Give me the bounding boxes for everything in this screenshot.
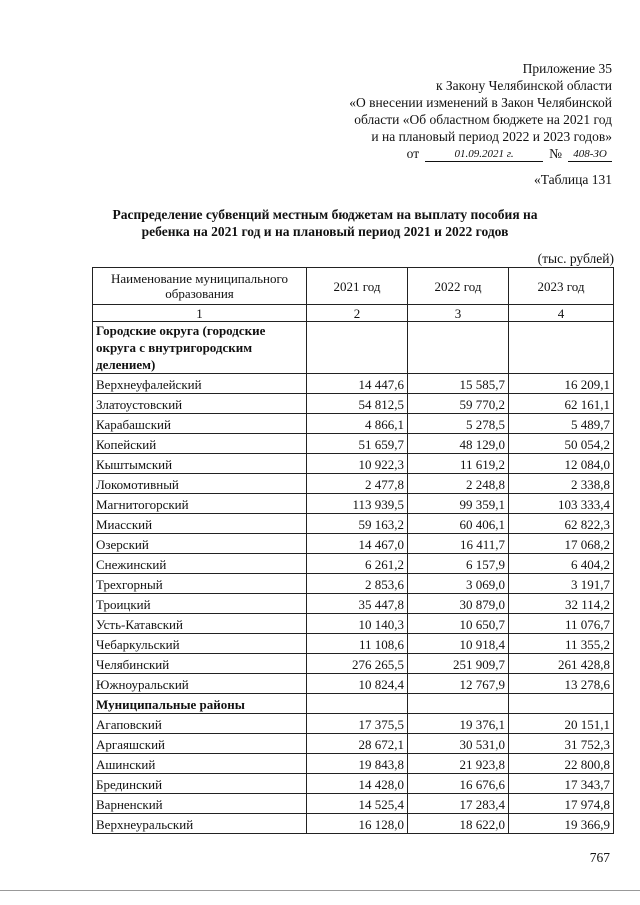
value-2021: 16 128,0 xyxy=(307,814,408,834)
column-header-name: Наименование муниципального образования xyxy=(93,268,307,305)
table-row xyxy=(93,394,614,414)
value-2023: 12 084,0 xyxy=(509,454,614,474)
value-2023: 3 191,7 xyxy=(509,574,614,594)
value-2023: 62 161,1 xyxy=(509,394,614,414)
value-2022: 59 770,2 xyxy=(408,394,509,414)
municipality-name: Варненский xyxy=(93,794,307,814)
law-date: 01.09.2021 г. xyxy=(425,147,543,162)
table-row xyxy=(93,634,614,654)
municipality-name: Верхнеуфалейский xyxy=(93,374,307,394)
table-row xyxy=(93,514,614,534)
value-2022: 10 918,4 xyxy=(408,634,509,654)
column-index-row xyxy=(93,305,614,322)
table-body xyxy=(93,322,614,834)
table-header-row xyxy=(93,268,614,305)
value-2021: 10 824,4 xyxy=(307,674,408,694)
header-line: и на плановый период 2022 и 2023 годов» xyxy=(371,129,612,144)
table-row xyxy=(93,734,614,754)
appendix-header xyxy=(349,60,612,162)
value-2021: 4 866,1 xyxy=(307,414,408,434)
municipality-name: Троицкий xyxy=(93,594,307,614)
table-row xyxy=(93,754,614,774)
value-2022: 12 767,9 xyxy=(408,674,509,694)
group-row xyxy=(93,694,614,714)
value-2021: 19 843,8 xyxy=(307,754,408,774)
document-title: Распределение субвенций местным бюджетам на выплату пособия на ребенка на 2021 год и на плановый период 2021 и 2022 годов xyxy=(112,207,538,239)
column-header-2023: 2023 год xyxy=(509,268,614,305)
value-2023: 62 822,3 xyxy=(509,514,614,534)
table-row xyxy=(93,454,614,474)
value-2022: 251 909,7 xyxy=(408,654,509,674)
municipality-name: Городские округа (городские округа с внутригородским делением) xyxy=(93,322,307,374)
municipality-name: Озерский xyxy=(93,534,307,554)
value-2022: 15 585,7 xyxy=(408,374,509,394)
table-row xyxy=(93,774,614,794)
page-number: 767 xyxy=(589,850,610,865)
municipality-name: Агаповский xyxy=(93,714,307,734)
value-2021: 51 659,7 xyxy=(307,434,408,454)
header-line: «О внесении изменений в Закон Челябинской xyxy=(349,95,612,110)
value-2021: 35 447,8 xyxy=(307,594,408,614)
municipality-name: Снежинский xyxy=(93,554,307,574)
municipality-name: Аргаяшский xyxy=(93,734,307,754)
value-2022: 10 650,7 xyxy=(408,614,509,634)
value-2021: 276 265,5 xyxy=(307,654,408,674)
municipality-name: Верхнеуральский xyxy=(93,814,307,834)
municipality-name: Брединский xyxy=(93,774,307,794)
header-line: к Закону Челябинской области xyxy=(435,78,612,93)
law-number: 408-ЗО xyxy=(568,147,612,162)
table-row xyxy=(93,614,614,634)
value-2022: 11 619,2 xyxy=(408,454,509,474)
table-row xyxy=(93,814,614,834)
municipality-name: Локомотивный xyxy=(93,474,307,494)
value-2021: 10 922,3 xyxy=(307,454,408,474)
value-2023: 11 355,2 xyxy=(509,634,614,654)
value-2022: 16 411,7 xyxy=(408,534,509,554)
value-2022: 99 359,1 xyxy=(408,494,509,514)
value-2023: 16 209,1 xyxy=(509,374,614,394)
number-label: № xyxy=(549,146,562,161)
value-2021 xyxy=(307,322,408,374)
header-line: Приложение 35 xyxy=(522,61,612,76)
table-row xyxy=(93,654,614,674)
value-2022: 60 406,1 xyxy=(408,514,509,534)
municipality-name: Златоустовский xyxy=(93,394,307,414)
column-index: 3 xyxy=(408,305,509,322)
value-2021: 2 853,6 xyxy=(307,574,408,594)
value-2021: 11 108,6 xyxy=(307,634,408,654)
value-2022: 3 069,0 xyxy=(408,574,509,594)
table-row xyxy=(93,474,614,494)
value-2023: 17 343,7 xyxy=(509,774,614,794)
table-row xyxy=(93,714,614,734)
value-2023 xyxy=(509,694,614,714)
table-row xyxy=(93,494,614,514)
value-2022: 30 531,0 xyxy=(408,734,509,754)
value-2023: 20 151,1 xyxy=(509,714,614,734)
value-2022: 2 248,8 xyxy=(408,474,509,494)
value-2021: 6 261,2 xyxy=(307,554,408,574)
value-2022: 17 283,4 xyxy=(408,794,509,814)
value-2021: 14 525,4 xyxy=(307,794,408,814)
value-2022: 30 879,0 xyxy=(408,594,509,614)
value-2022: 21 923,8 xyxy=(408,754,509,774)
value-2023: 22 800,8 xyxy=(509,754,614,774)
table-row xyxy=(93,574,614,594)
municipality-name: Кыштымский xyxy=(93,454,307,474)
value-2021: 113 939,5 xyxy=(307,494,408,514)
value-2023: 261 428,8 xyxy=(509,654,614,674)
table-row xyxy=(93,794,614,814)
table-row xyxy=(93,594,614,614)
value-2021: 59 163,2 xyxy=(307,514,408,534)
table-label: «Таблица 131 xyxy=(534,172,612,187)
value-2022 xyxy=(408,694,509,714)
value-2022: 19 376,1 xyxy=(408,714,509,734)
value-2022: 48 129,0 xyxy=(408,434,509,454)
header-line: области «Об областном бюджете на 2021 год xyxy=(354,112,612,127)
value-2023: 2 338,8 xyxy=(509,474,614,494)
value-2023: 31 752,3 xyxy=(509,734,614,754)
value-2023: 5 489,7 xyxy=(509,414,614,434)
municipality-name: Челябинский xyxy=(93,654,307,674)
municipality-name: Трехгорный xyxy=(93,574,307,594)
value-2023: 103 333,4 xyxy=(509,494,614,514)
value-2021: 10 140,3 xyxy=(307,614,408,634)
value-2022: 16 676,6 xyxy=(408,774,509,794)
table-row xyxy=(93,534,614,554)
table-row xyxy=(93,414,614,434)
value-2021: 14 447,6 xyxy=(307,374,408,394)
table-row xyxy=(93,674,614,694)
value-2023: 13 278,6 xyxy=(509,674,614,694)
law-date-number xyxy=(349,145,612,162)
municipality-name: Копейский xyxy=(93,434,307,454)
value-2022: 18 622,0 xyxy=(408,814,509,834)
value-2021: 17 375,5 xyxy=(307,714,408,734)
value-2023: 11 076,7 xyxy=(509,614,614,634)
table-row xyxy=(93,374,614,394)
value-2022 xyxy=(408,322,509,374)
value-2022: 6 157,9 xyxy=(408,554,509,574)
value-2021: 2 477,8 xyxy=(307,474,408,494)
value-2021: 14 467,0 xyxy=(307,534,408,554)
value-2021: 14 428,0 xyxy=(307,774,408,794)
municipality-name: Ашинский xyxy=(93,754,307,774)
value-2023: 17 068,2 xyxy=(509,534,614,554)
value-2021 xyxy=(307,694,408,714)
footer-divider xyxy=(0,890,640,891)
value-2021: 54 812,5 xyxy=(307,394,408,414)
column-index: 2 xyxy=(307,305,408,322)
unit-label: (тыс. рублей) xyxy=(537,251,614,266)
value-2023: 32 114,2 xyxy=(509,594,614,614)
value-2023: 6 404,2 xyxy=(509,554,614,574)
value-2023 xyxy=(509,322,614,374)
value-2023: 50 054,2 xyxy=(509,434,614,454)
municipality-name: Муниципальные районы xyxy=(93,694,307,714)
municipality-name: Южноуральский xyxy=(93,674,307,694)
value-2021: 28 672,1 xyxy=(307,734,408,754)
column-index: 1 xyxy=(93,305,307,322)
municipality-name: Карабашский xyxy=(93,414,307,434)
value-2022: 5 278,5 xyxy=(408,414,509,434)
table-row xyxy=(93,554,614,574)
table-row xyxy=(93,434,614,454)
column-header-2022: 2022 год xyxy=(408,268,509,305)
municipality-name: Миасский xyxy=(93,514,307,534)
municipality-name: Чебаркульский xyxy=(93,634,307,654)
subsidy-table xyxy=(92,267,614,834)
column-index: 4 xyxy=(509,305,614,322)
municipality-name: Магнитогорский xyxy=(93,494,307,514)
from-label: от xyxy=(406,146,420,161)
municipality-name: Усть-Катавский xyxy=(93,614,307,634)
value-2023: 17 974,8 xyxy=(509,794,614,814)
value-2023: 19 366,9 xyxy=(509,814,614,834)
group-row xyxy=(93,322,614,374)
column-header-2021: 2021 год xyxy=(307,268,408,305)
